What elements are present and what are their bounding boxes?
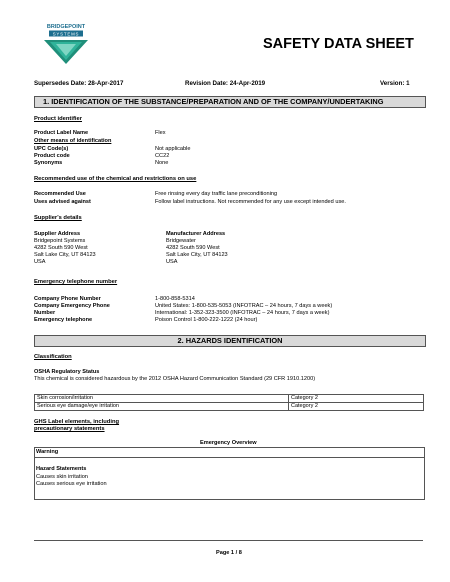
bridgepoint-triangle-logo-icon: [40, 20, 92, 66]
uses-advised-label: Uses advised against: [34, 199, 91, 205]
logo-line1: BRIDGEPOINT: [46, 24, 86, 30]
upc-value: Not applicable: [155, 146, 191, 152]
version: Version: 1: [380, 80, 410, 87]
classification-heading: Classification: [34, 354, 72, 360]
section-1-heading: [34, 96, 426, 108]
recommended-use-label: Recommended Use: [34, 191, 86, 197]
ghs-label-heading-2: precautionary statements: [34, 426, 105, 432]
table-row: [35, 395, 424, 403]
osha-status-text: This chemical is considered hazardous by the 2012 OSHA Hazard Communication Standard (29 CFR 1910.1200): [34, 376, 316, 382]
emergency-overview-box: [34, 447, 425, 500]
phone-value: 1-800-858-5314: [155, 296, 195, 302]
section-2-heading: [34, 335, 426, 347]
hazard-category: Category 2: [289, 403, 424, 411]
page-number: Page 1 / 8: [216, 550, 242, 556]
emergency-telephone-heading: Emergency telephone number: [34, 279, 118, 285]
manufacturer-address-line: Salt Lake City, UT 84123: [166, 252, 228, 258]
revision-date: Revision Date: 24-Apr-2019: [185, 80, 266, 87]
other-means-heading: Other means of identification: [34, 138, 112, 144]
product-identifier-heading: Product identifier: [34, 116, 82, 122]
ghs-label-heading: GHS Label elements, including: [34, 419, 120, 425]
signal-word: Warning: [36, 449, 59, 455]
product-label-name-label: Product Label Name: [34, 130, 89, 136]
product-code-value: CC22: [155, 153, 170, 159]
table-row: [35, 403, 424, 411]
phone-label: Number: [34, 310, 56, 316]
document-title: SAFETY DATA SHEET: [263, 36, 414, 52]
synonyms-label: Synonyms: [34, 160, 63, 166]
supplier-address-label: Supplier Address: [34, 231, 81, 237]
company-logo: [40, 20, 92, 66]
upc-label: UPC Code(s): [34, 146, 69, 152]
hazard-statement: Causes skin irritation: [36, 474, 88, 480]
recommended-use-value: Free rinsing every day traffic lane preconditioning: [155, 191, 278, 197]
hazard-name: Serious eye damage/eye irritation: [35, 403, 289, 411]
logo-line2: SYSTEMS: [52, 31, 80, 37]
hazard-statement: Causes serious eye irritation: [36, 481, 107, 487]
phone-label: Company Phone Number: [34, 296, 101, 302]
divider: [35, 457, 424, 458]
hazard-category: Category 2: [289, 395, 424, 403]
footer-divider: [34, 540, 423, 541]
osha-status-heading: OSHA Regulatory Status: [34, 369, 100, 375]
product-code-label: Product code: [34, 153, 70, 159]
section-2-title: 2. HAZARDS IDENTIFICATION: [177, 336, 283, 345]
phone-label: Emergency telephone: [34, 317, 93, 323]
supplier-address-line: Salt Lake City, UT 84123: [34, 252, 96, 258]
supplier-address-line: Bridgepoint Systems: [34, 238, 86, 244]
manufacturer-address-line: USA: [166, 259, 178, 265]
uses-advised-value: Follow label instructions. Not recommended for any use except intended use.: [155, 199, 346, 205]
supersedes-date: Supersedes Date: 28-Apr-2017: [34, 80, 124, 87]
supplier-details-heading: Supplier's details: [34, 215, 82, 221]
manufacturer-address-line: Bridgewater: [166, 238, 196, 244]
product-label-name-value: Flex: [155, 130, 166, 136]
section-1-title: 1. IDENTIFICATION OF THE SUBSTANCE/PREPARATION AND OF THE COMPANY/UNDERTAKING: [43, 97, 384, 106]
manufacturer-address-line: 4282 South 590 West: [166, 245, 220, 251]
phone-value: United States: 1-800-535-5053 (INFOTRAC – 24 hours, 7 days a week): [155, 303, 333, 309]
supplier-address-line: 4282 South 590 West: [34, 245, 88, 251]
recommended-use-heading: Recommended use of the chemical and restrictions on use: [34, 176, 197, 182]
supplier-address-line: USA: [34, 259, 46, 265]
phone-label: Company Emergency Phone: [34, 303, 110, 309]
phone-value: Poison Control 1-800-222-1222 (24 hour): [155, 317, 258, 323]
hazard-name: Skin corrosion/irritation: [35, 395, 289, 403]
synonyms-value: None: [155, 160, 169, 166]
hazard-statements-heading: Hazard Statements: [36, 466, 87, 472]
phone-value: International: 1-352-323-3500 (INFOTRAC – 24 hours, 7 days a week): [155, 310, 330, 316]
emergency-overview-heading: Emergency Overview: [200, 440, 257, 446]
manufacturer-address-label: Manufacturer Address: [166, 231, 226, 237]
hazard-classification-table: [34, 394, 424, 411]
